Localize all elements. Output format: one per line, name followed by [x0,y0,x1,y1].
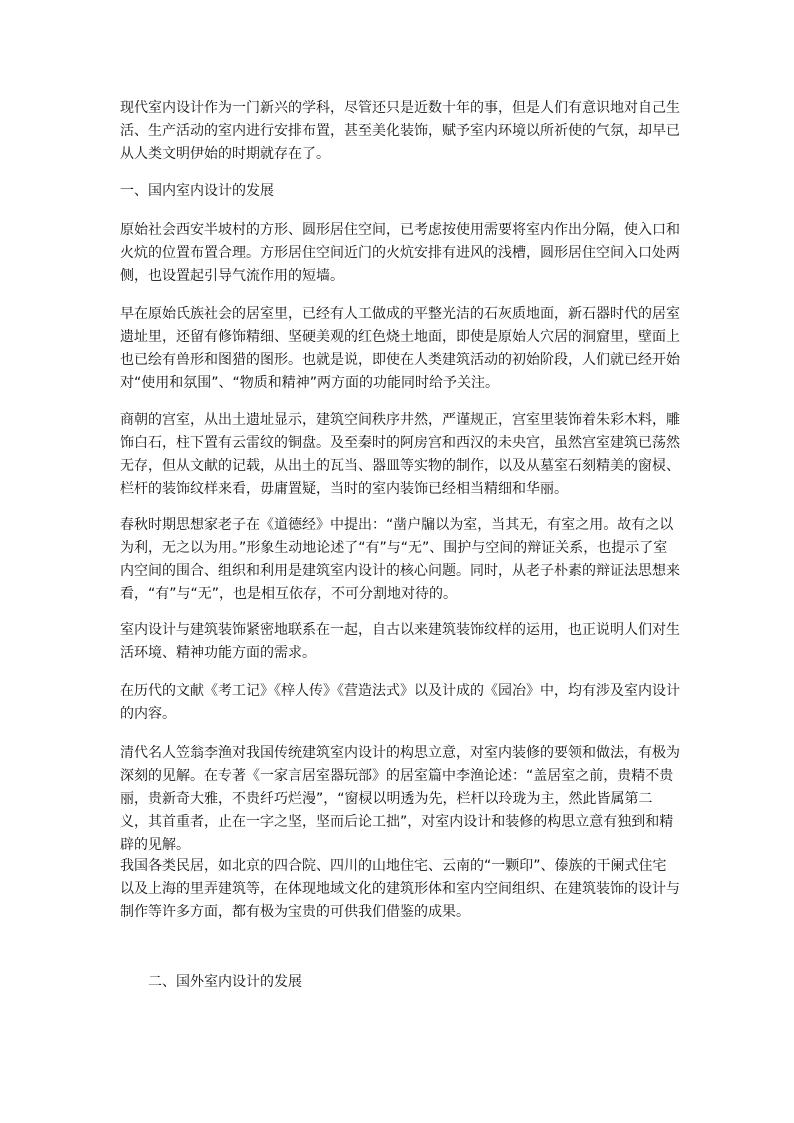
section-heading-domestic: 一、国内室内设计的发展 [120,183,274,199]
paragraph-laozi: 春秋时期思想家老子在《道德经》中提出：“凿户牖以为室，当其无，有室之用。故有之以为利，无之以为用。”形象生动地论述了“有”与“无”、围护与空间的辩证关系，也提示了室内空间的围合、组织和利用是建筑室内设计的核心问题。同时，从老子朴素的辩证法思想来看，“有”与“无”，也是相互依存，不可分割地对待的。 [120,517,680,602]
paragraph-literature: 在历代的文献《考工记》《梓人传》《营造法式》以及计成的《园冶》中，均有涉及室内设计的内容。 [120,683,680,722]
paragraph-banpo: 原始社会西安半坡村的方形、圆形居住空间，已考虑按使用需要将室内作出分隔，使入口和火炕的位置布置合理。方形居住空间近门的火炕安排有进风的浅槽，圆形居住空间入口处两侧，也设置起引导气流作用的短墙。 [120,222,680,284]
intro-paragraph: 现代室内设计作为一门新兴的学科，尽管还只是近数十年的事，但是人们有意识地对自己生活、生产活动的室内进行安排布置，甚至美化装饰，赋予室内环境以所祈使的气氛，却早已从人类文明伊始的时期就存在了。 [120,100,680,162]
paragraph-decoration: 室内设计与建筑装饰紧密地联系在一起，自古以来建筑装饰纹样的运用，也正说明人们对生活环境、精神功能方面的需求。 [120,622,680,661]
paragraph-shang-qin-han: 商朝的宫室，从出土遗址显示，建筑空间秩序井然，严谨规正，宫室里装饰着朱彩木料，雕饰白石，柱下置有云雷纹的铜盘。及至秦时的阿房宫和西汉的未央宫，虽然宫室建筑已荡然无存，但从文献的记载，从出土的瓦当、器皿等实物的制作，以及从墓室石刻精美的窗棂、栏杆的装饰纹样来看，毋庸置疑，当时的室内装饰已经相当精细和华丽。 [120,412,680,497]
section-heading-foreign: 二、国外室内设计的发展 [148,974,302,990]
paragraph-folk-houses: 我国各类民居，如北京的四合院、四川的山地住宅、云南的“一颗印”、傣族的干阑式住宅以及上海的里弄建筑等，在体现地域文化的建筑形体和室内空间组织、在建筑装饰的设计与制作等许多方面，都有极为宝贵的可供我们借鉴的成果。 [120,858,680,920]
paragraph-primitive-dwellings: 早在原始氏族社会的居室里，已经有人工做成的平整光洁的石灰质地面，新石器时代的居室遗址里，还留有修饰精细、坚硬美观的红色烧土地面，即使是原始人穴居的洞窟里，壁面上也已绘有兽形和图猎的图形。也就是说，即使在人类建筑活动的初始阶段，人们就已经开始对“使用和氛围”、“物质和精神”两方面的功能同时给予关注。 [120,306,680,391]
paragraph-li-yu: 清代名人笠翁李渔对我国传统建筑室内设计的构思立意，对室内装修的要领和做法，有极为深刻的见解。在专著《一家言居室器玩部》的居室篇中李渔论述：“盖居室之前，贵精不贵丽，贵新奇大雅，不贵纤巧烂漫”，“窗棂以明透为先，栏杆以玲珑为主，然此皆属第二义，其首重者，止在一字之坚，坚而后论工拙”，对室内设计和装修的构思立意有独到和精辟的见解。 [120,745,680,853]
